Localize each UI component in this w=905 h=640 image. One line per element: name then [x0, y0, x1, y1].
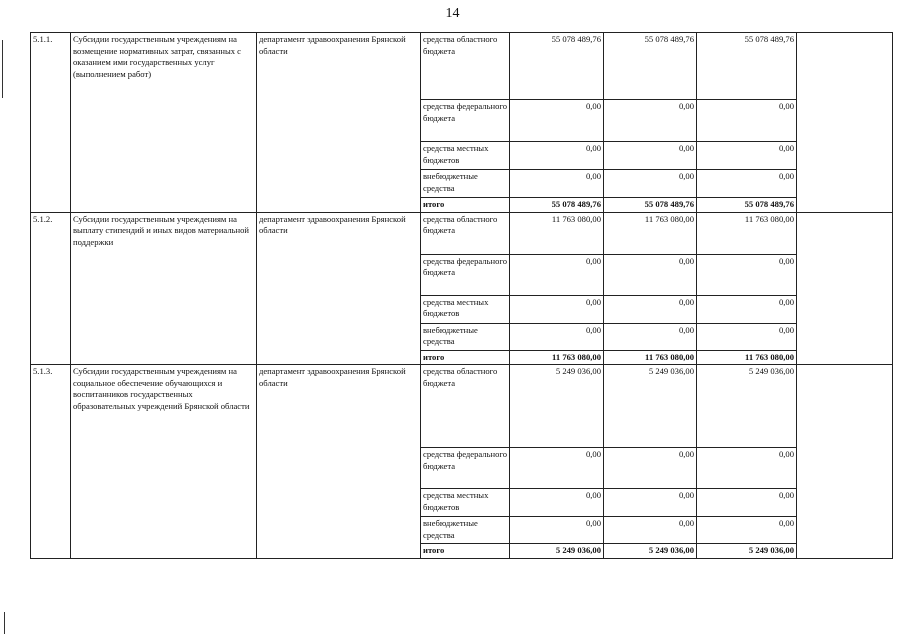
amount-cell: 0,00: [697, 448, 797, 489]
amount-cell: 0,00: [697, 170, 797, 198]
scan-edge-mark: [4, 612, 5, 634]
amount-cell: 0,00: [510, 517, 604, 544]
amount-cell: 0,00: [604, 448, 697, 489]
amount-cell: 0,00: [510, 170, 604, 198]
funding-source: средства федерального бюджета: [421, 448, 510, 489]
amount-cell: 0,00: [604, 517, 697, 544]
amount-cell: 0,00: [604, 254, 697, 295]
amount-cell: 0,00: [510, 254, 604, 295]
amount-cell: 55 078 489,76: [697, 33, 797, 100]
amount-cell: 0,00: [697, 254, 797, 295]
funding-source: средства областного бюджета: [421, 33, 510, 100]
total-amount: 11 763 080,00: [604, 350, 697, 365]
scan-edge-mark: [2, 40, 3, 98]
amount-cell: 0,00: [604, 489, 697, 517]
total-label: итого: [421, 544, 510, 559]
total-label: итого: [421, 350, 510, 365]
amount-cell: 0,00: [697, 142, 797, 170]
amount-cell: 0,00: [604, 170, 697, 198]
funding-source: средства местных бюджетов: [421, 295, 510, 323]
funding-source: средства областного бюджета: [421, 365, 510, 448]
table-row: [31, 365, 893, 448]
total-amount: 5 249 036,00: [604, 544, 697, 559]
total-amount: 5 249 036,00: [510, 544, 604, 559]
amount-cell: 0,00: [697, 100, 797, 142]
total-amount: 11 763 080,00: [697, 350, 797, 365]
funding-source: средства областного бюджета: [421, 212, 510, 254]
item-executor: департамент здравоохранения Брянской области: [257, 212, 421, 365]
item-name: Субсидии государственным учреждениям на выплату стипендий и иных видов материальной поддержки: [71, 212, 257, 365]
amount-cell: 0,00: [604, 142, 697, 170]
amount-cell: 0,00: [604, 100, 697, 142]
amount-cell: 0,00: [604, 295, 697, 323]
amount-cell: 55 078 489,76: [604, 33, 697, 100]
amount-cell: 0,00: [697, 323, 797, 350]
amount-cell: 11 763 080,00: [510, 212, 604, 254]
item-executor: департамент здравоохранения Брянской области: [257, 33, 421, 213]
amount-cell: 5 249 036,00: [604, 365, 697, 448]
table-row: [31, 33, 893, 100]
amount-cell: 0,00: [510, 489, 604, 517]
empty-cell: [797, 212, 893, 365]
funding-source: средства федерального бюджета: [421, 254, 510, 295]
total-amount: 55 078 489,76: [510, 198, 604, 213]
funding-source: средства федерального бюджета: [421, 100, 510, 142]
amount-cell: 0,00: [510, 295, 604, 323]
amount-cell: 11 763 080,00: [604, 212, 697, 254]
amount-cell: 0,00: [697, 489, 797, 517]
total-amount: 55 078 489,76: [697, 198, 797, 213]
page-number: 14: [445, 6, 460, 21]
amount-cell: 0,00: [510, 142, 604, 170]
amount-cell: 11 763 080,00: [697, 212, 797, 254]
amount-cell: 0,00: [697, 517, 797, 544]
item-name: Субсидии государственным учреждениям на социальное обеспечение обучающихся и воспитанников государственных образовательных учреждений Брянской области: [71, 365, 257, 559]
amount-cell: 5 249 036,00: [697, 365, 797, 448]
funding-source: внебюджетные средства: [421, 517, 510, 544]
item-name: Субсидии государственным учреждениям на возмещение нормативных затрат, связанных с оказанием ими государственных услуг (выполнением работ): [71, 33, 257, 213]
amount-cell: 5 249 036,00: [510, 365, 604, 448]
item-code: 5.1.2.: [31, 212, 71, 365]
total-amount: 5 249 036,00: [697, 544, 797, 559]
empty-cell: [797, 365, 893, 559]
funding-source: средства местных бюджетов: [421, 489, 510, 517]
budget-table: [30, 32, 893, 559]
amount-cell: 0,00: [510, 100, 604, 142]
item-code: 5.1.1.: [31, 33, 71, 213]
amount-cell: 0,00: [604, 323, 697, 350]
item-code: 5.1.3.: [31, 365, 71, 559]
total-amount: 11 763 080,00: [510, 350, 604, 365]
funding-source: внебюджетные средства: [421, 170, 510, 198]
funding-source: средства местных бюджетов: [421, 142, 510, 170]
funding-source: внебюджетные средства: [421, 323, 510, 350]
table-row: [31, 212, 893, 254]
total-amount: 55 078 489,76: [604, 198, 697, 213]
amount-cell: 0,00: [510, 323, 604, 350]
total-label: итого: [421, 198, 510, 213]
empty-cell: [797, 33, 893, 213]
item-executor: департамент здравоохранения Брянской области: [257, 365, 421, 559]
amount-cell: 0,00: [697, 295, 797, 323]
amount-cell: 55 078 489,76: [510, 33, 604, 100]
amount-cell: 0,00: [510, 448, 604, 489]
